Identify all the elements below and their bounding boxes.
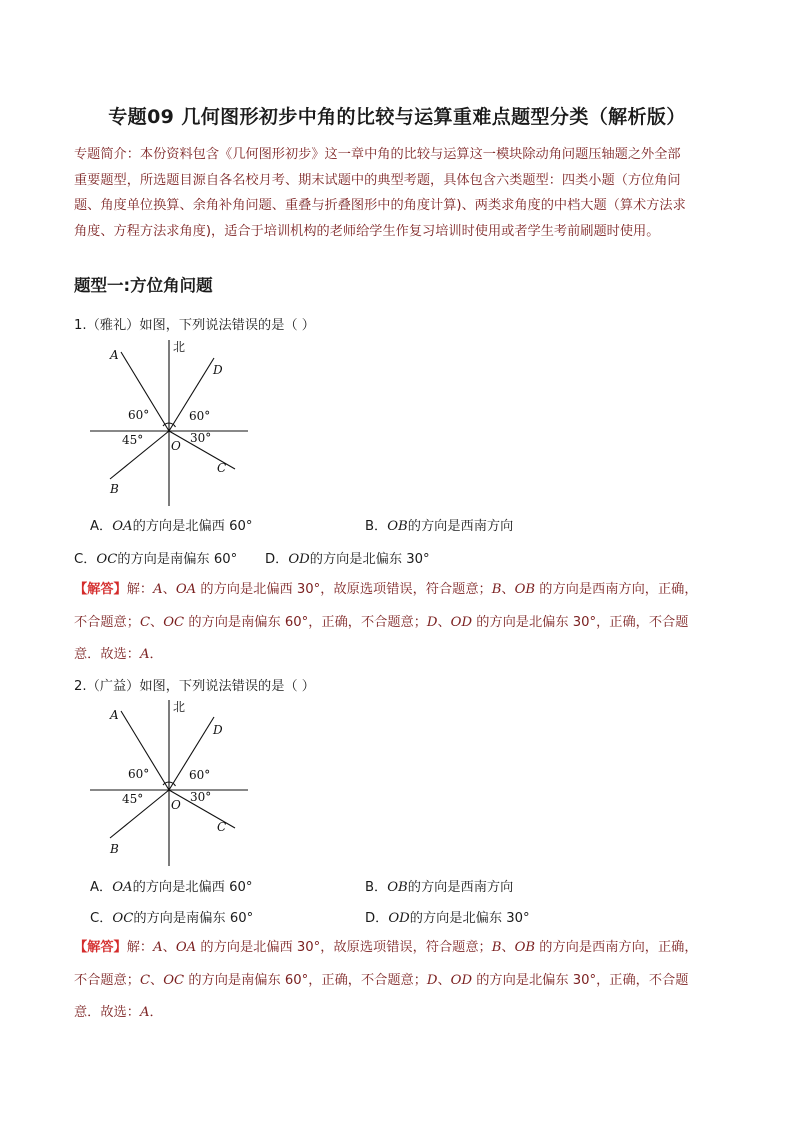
north-label: 北	[173, 340, 186, 354]
page-title: 专题09 几何图形初步中角的比较与运算重难点题型分类（解析版）	[108, 106, 686, 128]
question-1-option-b: B．OB的方向是西南方向	[365, 519, 514, 534]
point-b-label: B	[110, 842, 119, 856]
answer-line: 不合题意；C、OC 的方向是南偏东 60°，正确，不合题意；D、OD 的方向是北偏东 30°，正确，不合题	[74, 614, 689, 630]
question-2-option-d: D．OD的方向是北偏东 30°	[365, 911, 530, 926]
question-1-option-a: A．OA的方向是北偏西 60°	[90, 519, 253, 534]
intro-line: 专题简介：本份资料包含《几何图形初步》这一章中角的比较与运算这一模块除动角问题压轴题之外全部	[74, 147, 681, 162]
point-c-label: C	[217, 461, 227, 475]
section-heading: 题型一:方位角问题	[74, 276, 213, 295]
point-o-label: O	[171, 439, 181, 453]
point-a-label: A	[110, 348, 119, 362]
angle-label-60-left: 60°	[128, 408, 150, 422]
question-1-figure	[88, 338, 250, 508]
angle-label-60-left: 60°	[128, 767, 150, 781]
question-1-option-c: C．OC的方向是南偏东 60°	[74, 552, 238, 567]
angle-label-30: 30°	[190, 790, 212, 804]
question-1-option-d: D．OD的方向是北偏东 30°	[265, 552, 430, 567]
angle-label-45: 45°	[122, 433, 144, 447]
point-c-label: C	[217, 820, 227, 834]
intro-line: 题、角度单位换算、余角补角问题、重叠与折叠图形中的角度计算)、两类求角度的中档大题（算术方法求	[74, 198, 686, 213]
answer-line: 【解答】解：A、OA 的方向是北偏西 30°，故原选项错误，符合题意；B、OB 的方向是西南方向，正确，	[74, 582, 698, 597]
question-1-answer	[74, 574, 734, 672]
question-2-option-a: A．OA的方向是北偏西 60°	[90, 880, 253, 895]
point-o-label: O	[171, 798, 181, 812]
answer-line: 【解答】解：A、OA 的方向是北偏西 30°，故原选项错误，符合题意；B、OB 的方向是西南方向，正确，	[74, 940, 698, 955]
answer-line: 意．故选：A．	[74, 1005, 163, 1020]
question-1-stem: 1.（雅礼）如图，下列说法错误的是（ ）	[74, 318, 315, 333]
north-label: 北	[173, 700, 186, 714]
question-2-stem: 2.（广益）如图，下列说法错误的是（ ）	[74, 679, 315, 694]
point-a-label: A	[110, 708, 119, 722]
angle-label-30: 30°	[190, 431, 212, 445]
point-d-label: D	[213, 723, 223, 737]
intro-line: 重要题型，所选题目源自各名校月考、期末试题中的典型考题，具体包含六类题型：四类小题（方位角问	[74, 172, 681, 188]
question-2-option-c: C．OC的方向是南偏东 60°	[90, 911, 254, 926]
intro-paragraph	[74, 142, 724, 244]
angle-label-60-right: 60°	[189, 768, 211, 782]
answer-line: 不合题意；C、OC 的方向是南偏东 60°，正确，不合题意；D、OD 的方向是北偏东 30°，正确，不合题	[74, 972, 689, 988]
point-d-label: D	[213, 363, 223, 377]
answer-line: 意．故选：A．	[74, 647, 163, 662]
question-2-answer	[74, 932, 734, 1030]
angle-label-45: 45°	[122, 792, 144, 806]
question-2-figure	[88, 698, 250, 868]
point-b-label: B	[110, 482, 119, 496]
intro-line: 角度、方程方法求角度)，适合于培训机构的老师给学生作复习培训时使用或者学生考前刷题时使用。	[74, 223, 660, 239]
question-2-option-b: B．OB的方向是西南方向	[365, 880, 514, 895]
angle-label-60-right: 60°	[189, 409, 211, 423]
